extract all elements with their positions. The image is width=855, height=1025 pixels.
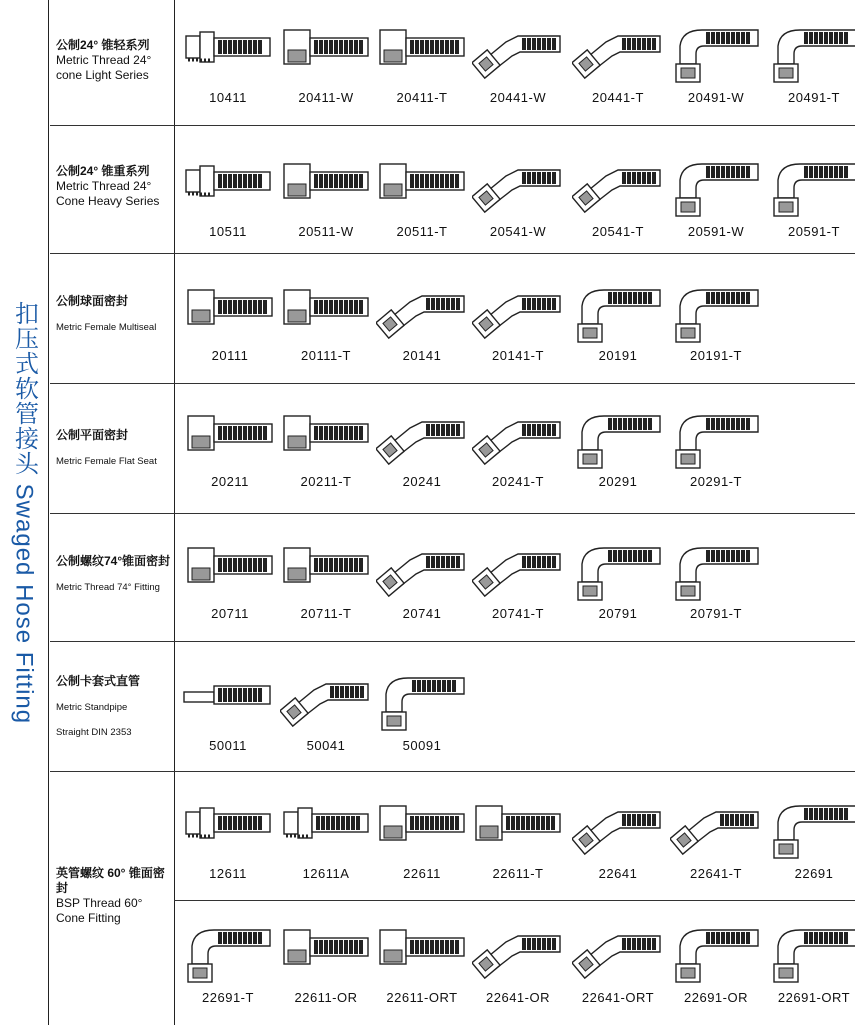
fitting-straight-nut-icon <box>278 410 374 470</box>
fitting-code: 10411 <box>209 90 247 105</box>
section-label <box>56 164 174 209</box>
fitting-item <box>470 410 566 489</box>
fitting-item <box>374 158 470 239</box>
fitting-code: 20511-W <box>298 224 354 239</box>
fitting-item <box>668 158 764 239</box>
fitting-item <box>470 158 566 239</box>
fitting-straight-nut-icon <box>278 158 374 220</box>
fitting-elbow45-icon <box>470 24 566 86</box>
left-border <box>48 0 49 1025</box>
fitting-elbow45-icon <box>278 672 374 734</box>
fitting-elbow90-icon <box>570 542 666 602</box>
fitting-code: 20791-T <box>690 606 742 621</box>
fitting-item <box>182 542 278 621</box>
fitting-item <box>668 800 764 881</box>
fitting-item <box>374 924 470 1005</box>
section-label-en: Metric Thread 24° <box>56 179 152 193</box>
fitting-code: 12611A <box>302 866 350 881</box>
fitting-code: 20111 <box>211 348 249 363</box>
fitting-code: 20491-W <box>687 90 745 105</box>
section-label <box>56 554 174 594</box>
fitting-elbow90-icon <box>668 410 764 470</box>
fitting-item <box>180 672 276 753</box>
fitting-code: 20511-T <box>396 224 448 239</box>
fitting-code: 22641-T <box>690 866 742 881</box>
fitting-item <box>374 284 470 363</box>
fitting-code: 22691 <box>794 866 834 881</box>
fitting-code: 22611-OR <box>294 990 358 1005</box>
fitting-code: 10511 <box>209 224 247 239</box>
fitting-item <box>470 542 566 621</box>
fitting-straight-thread-icon <box>180 158 276 220</box>
fitting-item <box>180 24 276 105</box>
fitting-code: 20441-W <box>489 90 547 105</box>
fitting-elbow45-icon <box>374 542 470 602</box>
fitting-item <box>182 410 278 489</box>
fitting-straight-nut-icon <box>374 924 470 986</box>
fitting-code: 20541-W <box>489 224 547 239</box>
fitting-elbow90-icon <box>668 284 764 344</box>
fitting-item <box>278 284 374 363</box>
fitting-item <box>570 410 666 489</box>
fitting-item <box>470 24 566 105</box>
fitting-item <box>570 158 666 239</box>
section-label-en: Cone Fitting <box>56 911 121 925</box>
fitting-item <box>668 542 764 621</box>
fitting-code: 20741 <box>402 606 442 621</box>
fitting-item <box>570 800 666 881</box>
fitting-code: 20741-T <box>492 606 544 621</box>
fitting-item <box>374 24 470 105</box>
product-section <box>50 254 855 384</box>
fitting-item <box>278 800 374 881</box>
fitting-straight-nut-icon <box>182 542 278 602</box>
product-section <box>50 0 855 126</box>
fitting-code: 20591-T <box>788 224 840 239</box>
fitting-code: 20191-T <box>690 348 742 363</box>
fitting-elbow45-icon <box>570 24 666 86</box>
fitting-item <box>766 24 855 105</box>
section-label-en: Metric Thread 24° <box>56 53 152 67</box>
section-label-zh: 公制24° 锥重系列 <box>56 164 150 178</box>
section-label-zh: 公制球面密封 <box>56 294 129 308</box>
fitting-straight-nut-icon <box>278 924 374 986</box>
fitting-elbow45-icon <box>470 158 566 220</box>
fitting-straight-nut-icon <box>182 410 278 470</box>
fitting-code: 22641 <box>598 866 638 881</box>
fitting-straight-nut-icon <box>470 800 566 862</box>
fitting-straight-thread-icon <box>278 800 374 862</box>
fitting-item <box>278 542 374 621</box>
fitting-elbow90-icon <box>668 158 764 220</box>
section-label <box>56 428 174 468</box>
fitting-elbow45-icon <box>374 284 470 344</box>
fitting-elbow45-icon <box>470 924 566 986</box>
page-title: 扣压式软管接头 Swaged Hose Fitting <box>10 300 38 725</box>
fitting-elbow45-icon <box>374 410 470 470</box>
section-label-zh: 公制卡套式直管 <box>56 674 141 688</box>
fitting-straight-nut-icon <box>374 158 470 220</box>
fitting-code: 20711 <box>211 606 249 621</box>
fitting-elbow90-icon <box>570 410 666 470</box>
fitting-elbow45-icon <box>570 800 666 862</box>
section-label-en: cone Light Series <box>56 68 149 82</box>
fitting-code: 20541-T <box>592 224 644 239</box>
fitting-item <box>766 158 855 239</box>
fitting-standpipe-icon <box>180 672 276 734</box>
section-label <box>56 674 174 739</box>
fitting-code: 20711-T <box>300 606 352 621</box>
fitting-item <box>278 410 374 489</box>
fitting-elbow90-icon <box>570 284 666 344</box>
section-label <box>56 294 174 334</box>
fitting-elbow45-icon <box>570 924 666 986</box>
fitting-elbow45-icon <box>470 284 566 344</box>
section-label-en: Straight DIN 2353 <box>56 727 132 738</box>
fitting-code: 20111-T <box>301 348 351 363</box>
section-label-en: BSP Thread 60° <box>56 896 143 910</box>
fitting-code: 22691-T <box>202 990 254 1005</box>
fitting-item <box>180 158 276 239</box>
fitting-item <box>278 158 374 239</box>
fitting-code: 20591-W <box>687 224 745 239</box>
fitting-straight-nut-icon <box>278 284 374 344</box>
fitting-code: 20291 <box>598 474 638 489</box>
fitting-code: 20791 <box>598 606 638 621</box>
fitting-item <box>180 924 276 1005</box>
section-label-zh: 公制螺纹74°锥面密封 <box>56 554 171 568</box>
fitting-code: 20441-T <box>592 90 644 105</box>
fitting-item <box>668 410 764 489</box>
fitting-item <box>668 924 764 1005</box>
fitting-item <box>766 924 855 1005</box>
fitting-straight-nut-icon <box>278 24 374 86</box>
fitting-elbow90-icon <box>180 924 276 986</box>
fitting-elbow90-icon <box>374 672 470 734</box>
row-divider <box>174 900 855 901</box>
fitting-code: 22611 <box>403 866 441 881</box>
fitting-straight-nut-icon <box>278 542 374 602</box>
section-label <box>56 866 174 926</box>
fitting-code: 22691-OR <box>684 990 748 1005</box>
fitting-straight-nut-icon <box>374 800 470 862</box>
fitting-code: 20141 <box>402 348 442 363</box>
section-label-en: Cone Heavy Series <box>56 194 160 208</box>
section-label-zh: 公制平面密封 <box>56 428 129 442</box>
fitting-item <box>374 800 470 881</box>
fitting-code: 50041 <box>306 738 346 753</box>
section-label-en: Metric Standpipe <box>56 702 128 713</box>
fitting-item <box>570 924 666 1005</box>
section-label <box>56 38 174 83</box>
fitting-item <box>278 24 374 105</box>
fitting-code: 50011 <box>209 738 247 753</box>
product-section <box>50 126 855 254</box>
fitting-item <box>374 542 470 621</box>
fitting-item <box>470 800 566 881</box>
fitting-elbow45-icon <box>470 410 566 470</box>
fitting-code: 20241-T <box>492 474 544 489</box>
section-label-zh: 公制24° 锥轻系列 <box>56 38 150 52</box>
side-title <box>0 0 48 1025</box>
fitting-elbow90-icon <box>766 24 855 86</box>
fitting-item <box>374 410 470 489</box>
fitting-code: 20211-T <box>300 474 352 489</box>
fitting-straight-nut-icon <box>374 24 470 86</box>
fitting-elbow90-icon <box>766 158 855 220</box>
fitting-code: 22641-ORT <box>581 990 655 1005</box>
fitting-elbow90-icon <box>668 924 764 986</box>
fitting-item <box>570 542 666 621</box>
fitting-straight-nut-icon <box>182 284 278 344</box>
fitting-code: 20491-T <box>788 90 840 105</box>
fitting-elbow90-icon <box>766 924 855 986</box>
product-section <box>50 642 855 772</box>
fitting-code: 20291-T <box>690 474 742 489</box>
fitting-item <box>470 284 566 363</box>
fitting-code: 20411-T <box>396 90 448 105</box>
fitting-code: 50091 <box>402 738 442 753</box>
fitting-code: 20241 <box>402 474 442 489</box>
fitting-straight-thread-icon <box>180 24 276 86</box>
fitting-item <box>570 24 666 105</box>
product-section <box>50 514 855 642</box>
fitting-item <box>766 800 855 881</box>
fitting-code: 20141-T <box>492 348 544 363</box>
fitting-elbow45-icon <box>470 542 566 602</box>
fitting-item <box>182 284 278 363</box>
fitting-code: 20211 <box>211 474 249 489</box>
section-label-en: Metric Female Flat Seat <box>56 456 157 467</box>
fitting-elbow45-icon <box>570 158 666 220</box>
fitting-code: 22611-ORT <box>386 990 458 1005</box>
fitting-item <box>278 672 374 753</box>
fitting-code: 22691-ORT <box>777 990 851 1005</box>
fitting-item <box>470 924 566 1005</box>
fitting-code: 20191 <box>598 348 638 363</box>
product-section <box>50 772 855 1025</box>
fitting-straight-thread-icon <box>180 800 276 862</box>
product-section <box>50 384 855 514</box>
fitting-elbow90-icon <box>668 542 764 602</box>
section-label-zh: 英管螺纹 60° 锥面密封 <box>56 866 165 895</box>
fitting-elbow45-icon <box>668 800 764 862</box>
fitting-item <box>278 924 374 1005</box>
section-label-en: Metric Thread 74° Fitting <box>56 582 160 593</box>
fitting-code: 22611-T <box>492 866 544 881</box>
section-label-en: Metric Female Multiseal <box>56 322 157 333</box>
fitting-elbow90-icon <box>668 24 764 86</box>
fitting-item <box>570 284 666 363</box>
fitting-code: 12611 <box>209 866 247 881</box>
fitting-item <box>668 24 764 105</box>
fitting-code: 22641-OR <box>486 990 550 1005</box>
fitting-item <box>668 284 764 363</box>
fitting-item <box>374 672 470 753</box>
fitting-code: 20411-W <box>298 90 354 105</box>
fitting-item <box>180 800 276 881</box>
fitting-elbow90-icon <box>766 800 855 862</box>
